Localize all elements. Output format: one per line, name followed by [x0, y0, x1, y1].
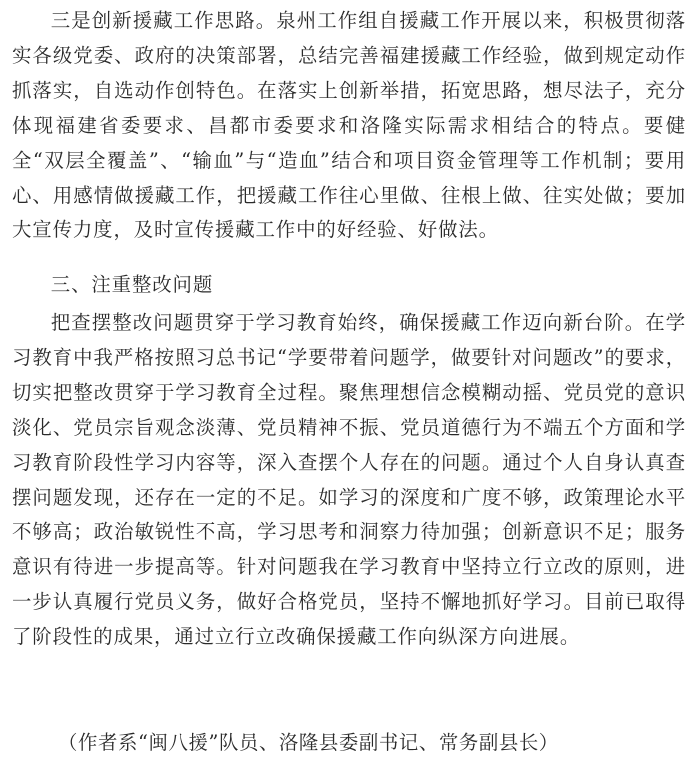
paragraph-innovate-work-ideas: 三是创新援藏工作思路。泉州工作组自援藏工作开展以来，积极贯彻落实各级党委、政府的决策部署，总结完善福建援藏工作经验，做到规定动作抓落实，自选动作创特色。在落实上创新举措，拓宽思路，想尽法子，充分体现福建省委要求、昌都市委要求和洛隆实际需求相结合的特点。要健全“双层全覆盖”、“输血”与“造血”结合和项目资金管理等工作机制；要用心、用感情做援藏工作，把援藏工作往心里做、往根上做、往实处做；要加大宣传力度，及时宣传援藏工作中的好经验、好做法。 — [12, 9, 686, 242]
paragraph-rectify-problems: 把查摆整改问题贯穿于学习教育始终，确保援藏工作迈向新台阶。在学习教育中我严格按照习总书记“学要带着问题学，做要针对问题改”的要求，切实把整改贯穿于学习教育全过程。聚焦理想信念模糊动摇、党员党的意识淡化、党员宗旨观念淡薄、党员精神不振、党员道德行为不端五个方面和学习教育阶段性学习内容等，深入查摆个人存在的问题。通过个人自身认真查摆问题发现，还存在一定的不足。如学习的深度和广度不够，政策理论水平不够高；政治敏锐性不高，学习思考和洞察力待加强；创新意识不足；服务意识有待进一步提高等。针对问题我在学习教育中坚持立行立改的原则，进一步认真履行党员义务，做好合格党员，坚持不懈地抓好学习。目前已取得了阶段性的成果，通过立行立改确保援藏工作向纵深方向进展。 — [12, 311, 686, 649]
author-byline: （作者系“闽八援”队员、洛隆县委副书记、常务副县长） — [58, 731, 559, 754]
section-heading-rectification: 三、注重整改问题 — [50, 273, 214, 296]
